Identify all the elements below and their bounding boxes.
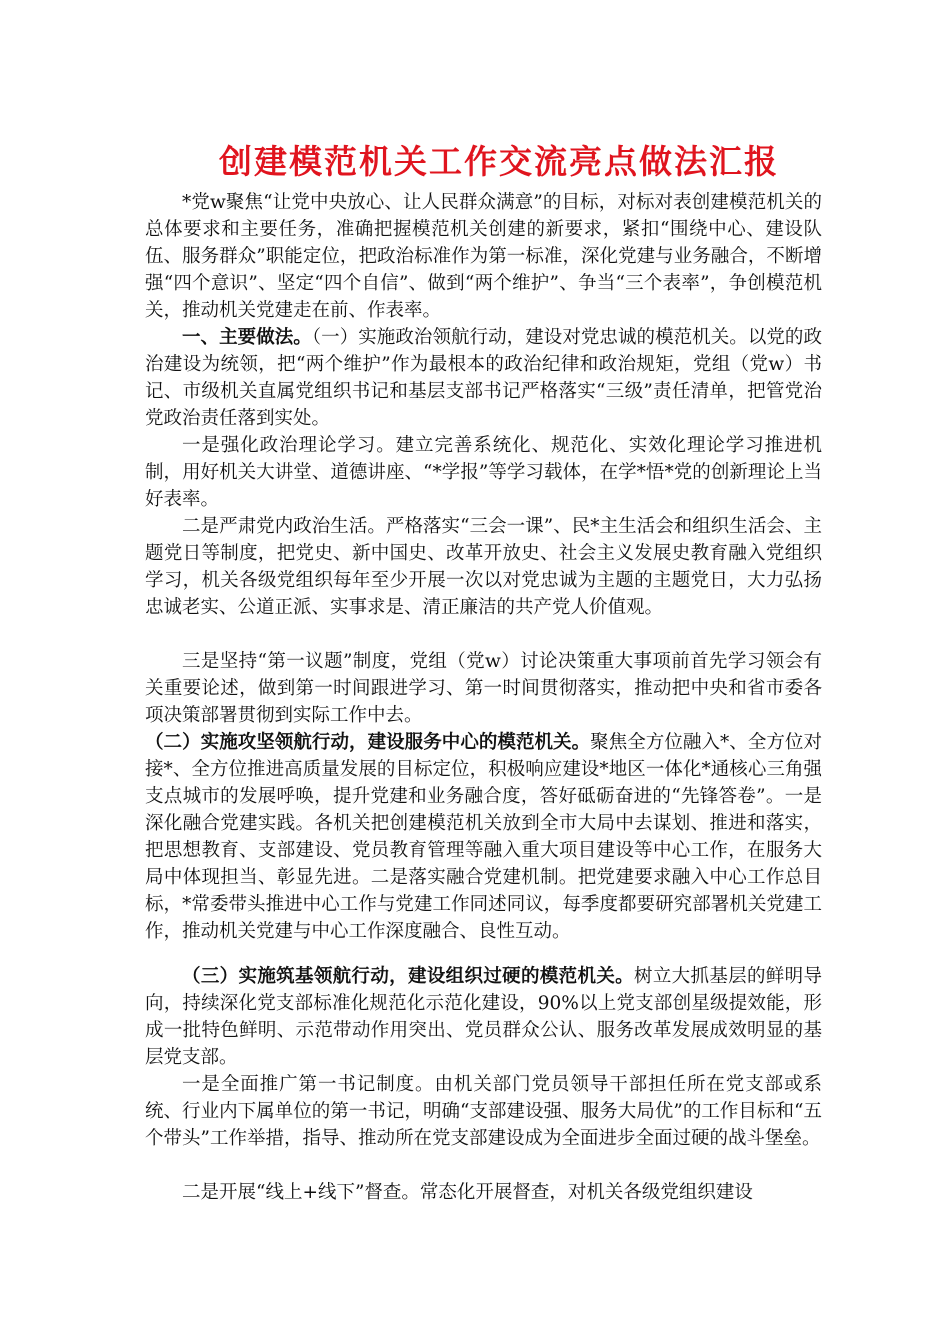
paragraph-theory-study: 一是强化政治理论学习。建立完善系统化、规范化、实效化理论学习推进机制，用好机关大讲堂、道德讲座、“*学报”等学习载体，在学*悟*党的创新理论上当好表率。: [145, 435, 822, 510]
section-heading-organization: （三）实施筑基领航行动，建设组织过硬的模范机关。: [182, 966, 634, 987]
paragraph-text: 聚焦全方位融入*、全方位对接*、全方位推进高质量发展的目标定位，积极响应建设*地区一体化*通核心三角强支点城市的发展呼唤，提升党建和业务融合度，答好砥砺奋进的“先锋答卷”。一是深化融合党建实践。各机关把创建模范机关放到全市大局中去谋划、推进和落实，把思想教育、支部建设、党员教育管理等融入重大项目建设等中心工作，在服务大局中体现担当、彰显先进。二是落实融合党建机制。把党建要求融入中心工作总目标，*常委带头推进中心工作与党建工作同述同议，每季度都要研究部署机关党建工作，推动机关党建与中心工作深度融合、良性互动。: [145, 732, 822, 942]
document-title: 创建模范机关工作交流亮点做法汇报: [219, 142, 779, 181]
paragraph-text: （一）实施政治领航行动，建设对党忠诚的模范机关。以党的政治建设为统领，把“两个维护”作为最根本的政治纪律和政治规矩，党组（党w）书记、市级机关直属党组织书记和基层支部书记严格落实“三级”责任清单，把管党治党政治责任落到实处。: [145, 327, 822, 429]
paragraph-text: 树立大抓基层的鲜明导向，持续深化党支部标准化规范化示范化建设，90%以上党支部创星级提效能，形成一批特色鲜明、示范带动作用突出、党员群众公认、服务改革发展成效明显的基层党支部。: [145, 966, 822, 1068]
paragraph-main-practices: [145, 324, 822, 432]
paragraph-first-topic: 三是坚持“第一议题”制度，党组（党w）讨论决策重大事项前首先学习领会有关重要论述，做到第一时间跟进学习、第一时间贯彻落实，推动把中央和省市委各项决策部署贯彻到实际工作中去。: [145, 651, 822, 726]
paragraph-first-secretary: 一是全面推广第一书记制度。由机关部门党员领导干部担任所在党支部或系统、行业内下属单位的第一书记，明确“支部建设强、服务大局优”的工作目标和“五个带头”工作举措，指导、推动所在党支部建设成为全面进步全面过硬的战斗堡垒。: [145, 1074, 822, 1149]
paragraph-service-center: [145, 729, 822, 945]
paragraph-inspection: 二是开展“线上+线下”督查。常态化开展督查，对机关各级党组织建设: [182, 1182, 753, 1203]
section-heading-service-center: （二）实施攻坚领航行动，建设服务中心的模范机关。: [145, 732, 591, 753]
paragraph-intro: *党w聚焦“让党中央放心、让人民群众满意”的目标，对标对表创建模范机关的总体要求和主要任务，准确把握模范机关创建的新要求，紧扣“围绕中心、建设队伍、服务群众”职能定位，把政治标准作为第一标准，深化党建与业务融合，不断增强“四个意识”、坚定“四个自信”、做到“两个维护”、争当“三个表率”，争创模范机关，推动机关党建走在前、作表率。: [145, 192, 822, 321]
section-heading-main-practices: 一、主要做法。: [182, 327, 312, 348]
paragraph-organization: [145, 963, 822, 1071]
paragraph-political-life: 二是严肃党内政治生活。严格落实“三会一课”、民*主生活会和组织生活会、主题党日等制度，把党史、新中国史、改革开放史、社会主义发展史教育融入党组织学习，机关各级党组织每年至少开展一次以对党忠诚为主题的主题党日，大力弘扬忠诚老实、公道正派、实事求是、清正廉洁的共产党人价值观。: [145, 516, 822, 618]
